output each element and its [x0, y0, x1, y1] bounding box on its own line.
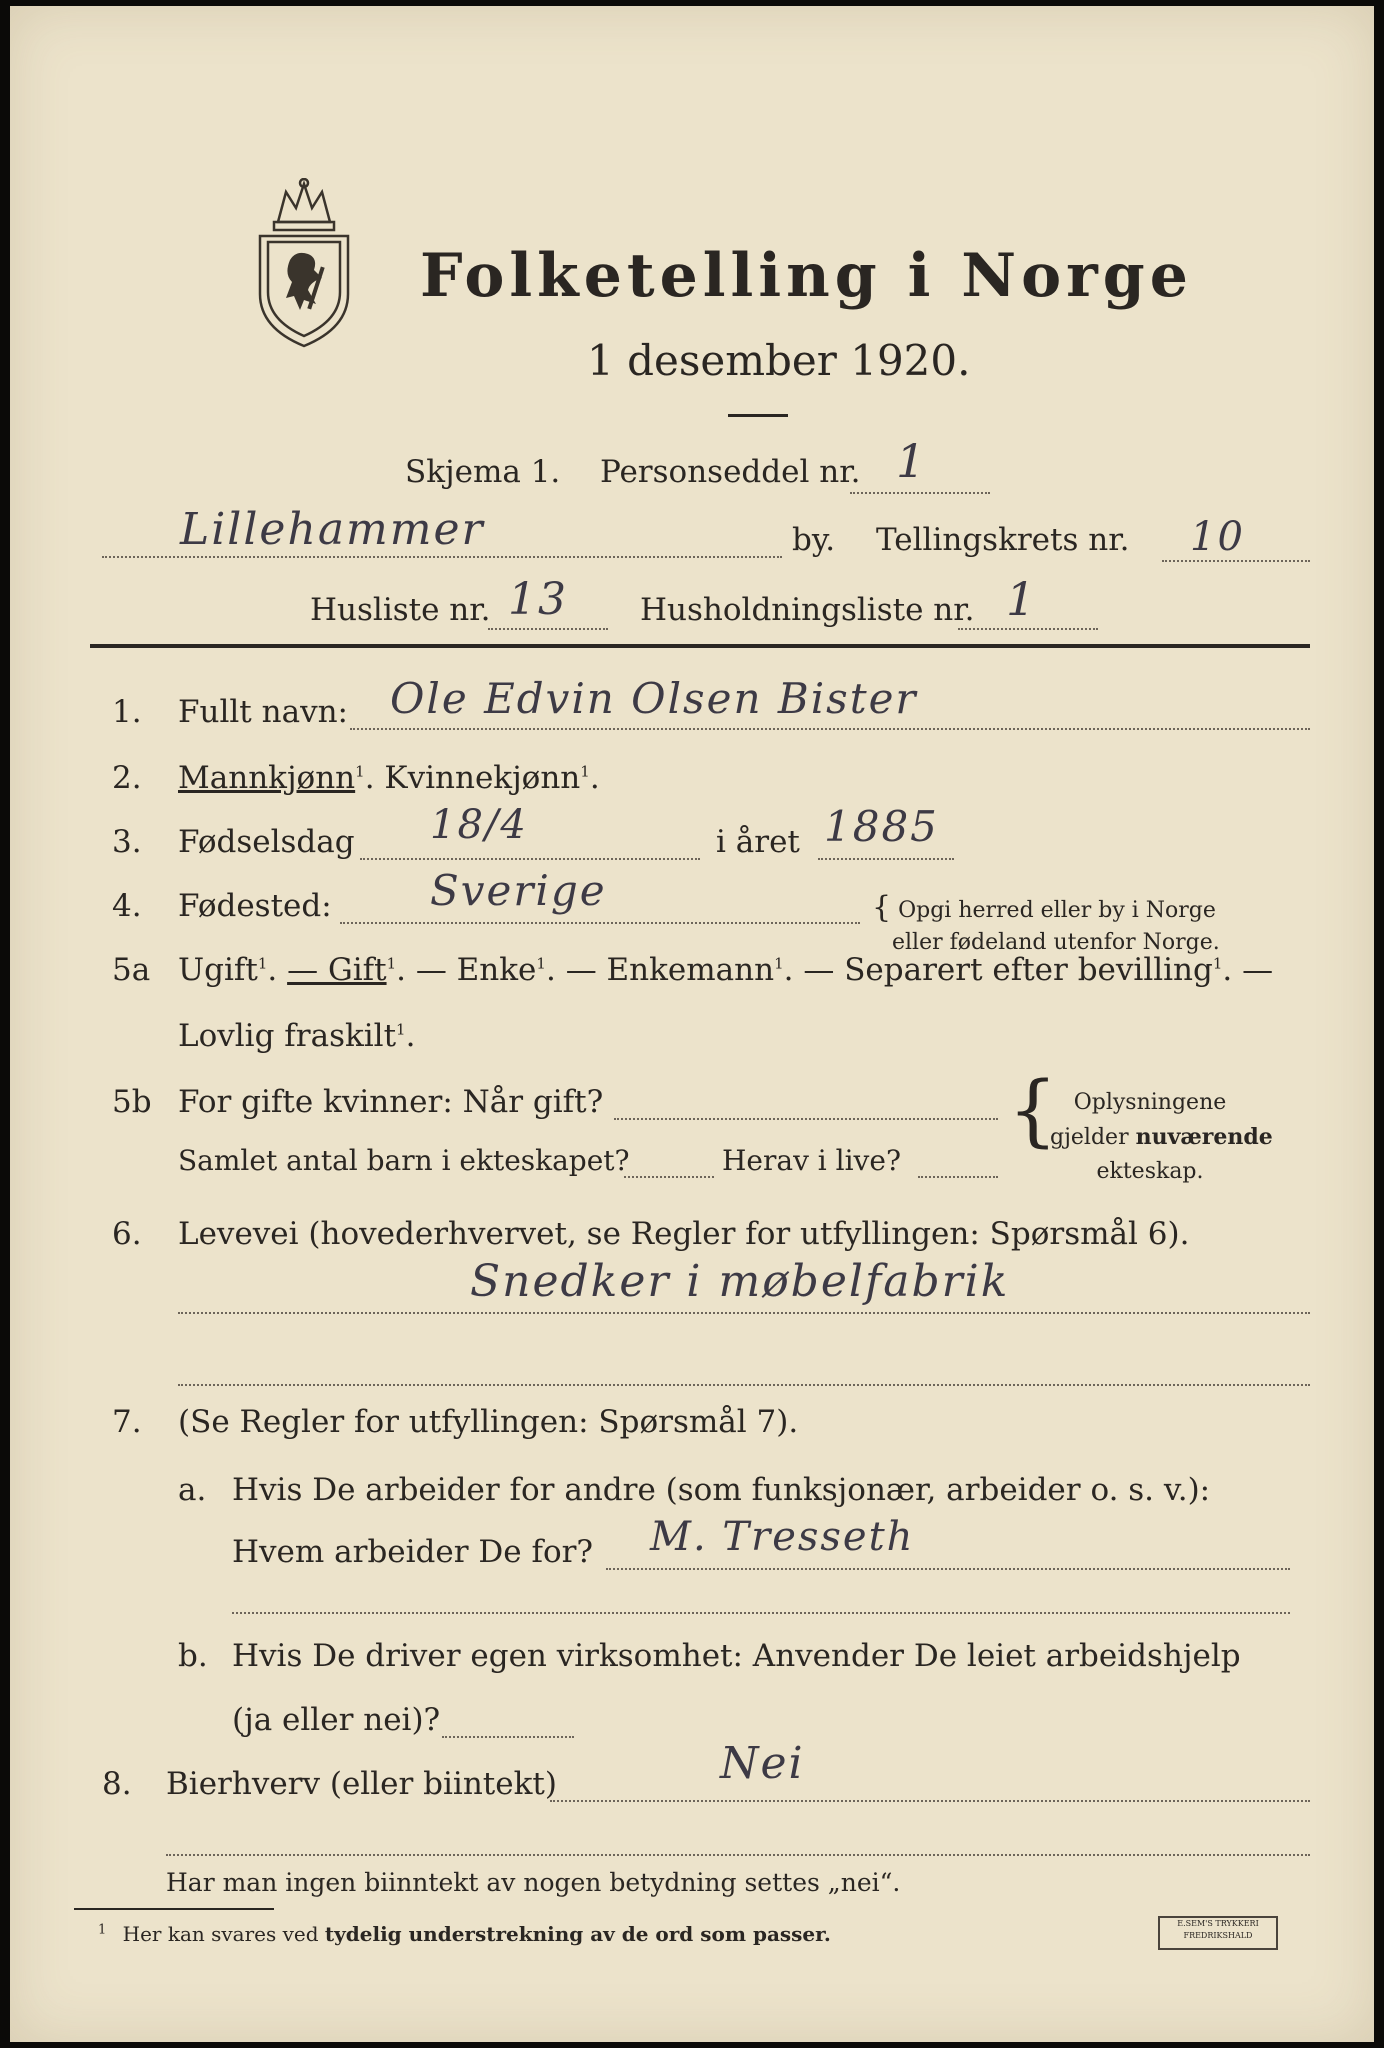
footnote-mark: 1	[98, 1922, 107, 1938]
q7a-line-1: Hvis De arbeider for andre (som funksjonær, arbeider o. s. v.):	[232, 1472, 1211, 1508]
q2-male-sup: 1	[355, 762, 365, 781]
q5b-note-line2b: nuværende	[1135, 1124, 1273, 1150]
q7-number: 7.	[112, 1404, 142, 1440]
q5b-line-1	[614, 1118, 998, 1120]
q2-number: 2.	[112, 760, 142, 796]
q5a-option-fraskilt: Lovlig fraskilt	[178, 1018, 397, 1054]
footer-note: Har man ingen biinntekt av nogen betydning settes „nei“.	[166, 1868, 901, 1897]
q3-year-label: i året	[716, 824, 800, 860]
footnote	[98, 1922, 831, 1946]
q8-line	[550, 1800, 1310, 1802]
q3-number: 3.	[112, 824, 142, 860]
q5a-option-fraskilt-line	[178, 1018, 415, 1054]
q4-line	[340, 922, 860, 924]
q6-label: Levevei (hovederhvervet, se Regler for utfyllingen: Spørsmål 6).	[178, 1216, 1190, 1252]
footnote-text-b: tydelig understrekning av de ord som passer.	[324, 1922, 831, 1946]
q6-value: Snedker i møbelfabrik	[470, 1256, 1010, 1307]
personseddel-line	[850, 492, 990, 494]
q5a-end-4: .	[783, 952, 794, 988]
q1-line	[350, 728, 1310, 730]
q5a-sup-6: 1	[396, 1020, 406, 1039]
tellingskrets-line	[1162, 560, 1310, 562]
q4-number: 4.	[112, 888, 142, 924]
husliste-label: Husliste nr.	[310, 592, 491, 628]
q5b-label-1: For gifte kvinner: Når gift?	[178, 1084, 604, 1120]
q5a-trailing-dash: —	[1242, 952, 1274, 988]
q3-label: Fødselsdag	[178, 824, 355, 860]
q7a-answer-line	[606, 1568, 1290, 1570]
q3-day-value: 18/4	[430, 802, 528, 848]
census-form-sheet	[10, 6, 1374, 2042]
q7a-extra-line	[232, 1612, 1290, 1614]
q4-value: Sverige	[430, 866, 607, 915]
q7a-line-2: Hvem arbeider De for?	[232, 1534, 594, 1570]
q4-label: Fødested:	[178, 888, 332, 924]
q5b-note-line2a: gjelder	[1050, 1125, 1136, 1150]
tellingskrets-label: Tellingskrets nr.	[876, 522, 1130, 558]
q5a-sup-1: 1	[257, 954, 268, 973]
q5a-sup-2: 1	[386, 954, 397, 973]
form-title: Folketelling i Norge	[420, 241, 1193, 311]
q7-label: (Se Regler for utfyllingen: Spørsmål 7).	[178, 1404, 799, 1440]
title-divider	[728, 414, 788, 417]
q7b-line-1: Hvis De driver egen virksomhet: Anvender De leiet arbeidshjelp	[232, 1638, 1241, 1674]
q5b-note-line1: Oplysningene	[1073, 1090, 1227, 1115]
q5a-options	[178, 952, 1273, 988]
q5a-end-2: .	[396, 952, 406, 988]
schema-label: Skjema 1.	[405, 454, 561, 490]
form-date: 1 desember 1920.	[587, 336, 971, 385]
q5a-end-3: .	[545, 952, 556, 988]
footnote-text-a: Her kan svares ved	[122, 1922, 325, 1946]
q4-note: { Opgi herred eller by i Norge eller fødeland utenfor Norge.	[872, 892, 1220, 959]
q1-label: Fullt navn:	[178, 694, 348, 730]
q5a-option-ugift: Ugift	[178, 952, 258, 988]
q5a-end-6: .	[405, 1018, 416, 1054]
by-label: by.	[792, 522, 836, 558]
header-divider	[90, 644, 1310, 648]
q2-male-end: .	[364, 760, 375, 796]
printer-stamp	[1158, 1916, 1278, 1950]
q3-day-line	[360, 858, 700, 860]
q5a-sup-5: 1	[1212, 954, 1223, 973]
q8-extra-line	[166, 1854, 1310, 1856]
q6-number: 6.	[112, 1216, 142, 1252]
q5b-brace: {	[1008, 1066, 1058, 1156]
q3-year-line	[818, 858, 954, 860]
q2-options	[178, 760, 600, 796]
q5a-end-5: .	[1222, 952, 1233, 988]
husholdning-value: 1	[1006, 572, 1038, 626]
q6-line-1	[178, 1312, 1310, 1314]
q7a-letter: a.	[178, 1472, 207, 1508]
husliste-value: 13	[508, 574, 568, 625]
q8-number: 8.	[102, 1766, 132, 1802]
q5a-sup-4: 1	[774, 954, 784, 973]
q5b-label-2: Samlet antal barn i ekteskapet?	[178, 1144, 630, 1177]
q5a-number: 5a	[112, 952, 151, 988]
coat-of-arms-icon	[248, 178, 360, 350]
q8-label: Bierhverv (eller biintekt)	[166, 1766, 557, 1802]
printer-stamp-line2: FREDRIKSHALD	[1183, 1931, 1253, 1940]
q5a-sup-3: 1	[536, 954, 546, 973]
q2-female-option: Kvinnekjønn	[384, 760, 581, 796]
q4-note-line2: eller fødeland utenfor Norge.	[892, 930, 1220, 955]
q5b-line-2	[624, 1176, 714, 1178]
footnote-divider	[74, 1908, 274, 1910]
q5b-number: 5b	[112, 1084, 152, 1120]
q3-year-value: 1885	[824, 802, 939, 851]
q2-female-sup: 1	[580, 762, 590, 781]
q2-male-option: Mannkjønn	[178, 760, 356, 796]
q8-value: Nei	[720, 1738, 805, 1789]
personseddel-label: Personseddel nr.	[600, 454, 861, 490]
q7b-answer-line	[442, 1736, 574, 1738]
printer-stamp-line1: E.SEM'S TRYKKERI	[1177, 1919, 1259, 1928]
tellingskrets-value: 10	[1190, 514, 1245, 560]
town-value: Lillehammer	[180, 504, 485, 555]
q6-line-2	[178, 1384, 1310, 1386]
q5a-option-separert: — Separert efter bevilling	[803, 952, 1213, 988]
q7b-line-2: (ja eller nei)?	[232, 1702, 441, 1738]
personseddel-value: 1	[896, 434, 928, 488]
q1-number: 1.	[112, 694, 142, 730]
q2-female-end: .	[589, 760, 600, 796]
q5b-label-3: Herav i live?	[722, 1144, 901, 1177]
q5b-note	[1050, 1086, 1273, 1189]
husholdning-label: Husholdningsliste nr.	[640, 592, 975, 628]
q5a-end-1: .	[267, 952, 278, 988]
q7a-value: M. Tresseth	[650, 1514, 915, 1560]
q5b-line-3	[918, 1176, 998, 1178]
q7b-letter: b.	[178, 1638, 208, 1674]
husliste-line	[488, 628, 608, 630]
q5a-option-gift: — Gift	[287, 952, 387, 988]
q5b-note-line3: ekteskap.	[1096, 1159, 1204, 1184]
q4-note-line1: Opgi herred eller by i Norge	[898, 898, 1216, 923]
husholdning-line	[958, 628, 1098, 630]
q1-value: Ole Edvin Olsen Bister	[390, 674, 918, 723]
town-line	[102, 556, 782, 558]
q5a-option-enkemann: — Enkemann	[565, 952, 775, 988]
q5a-option-enke: — Enke	[415, 952, 537, 988]
